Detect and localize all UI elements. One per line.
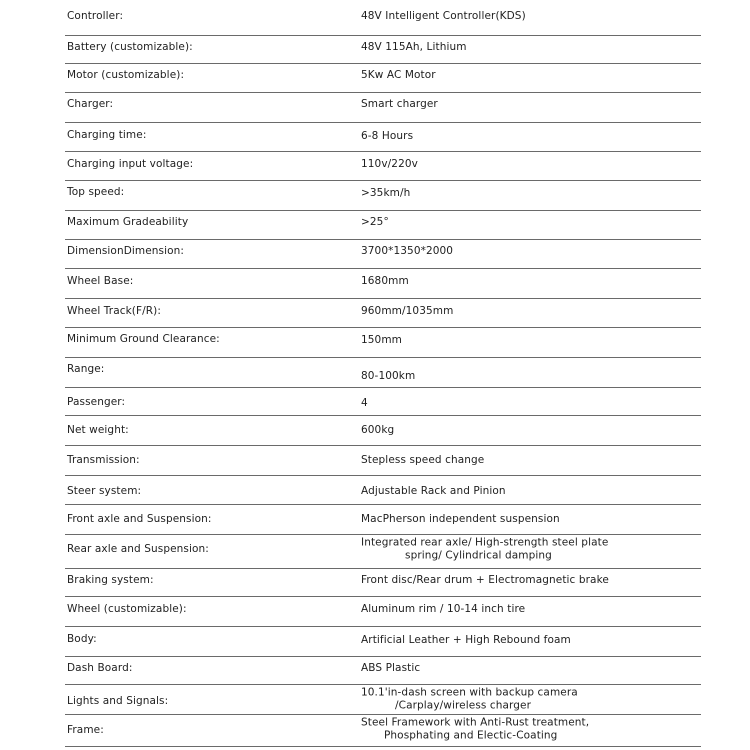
spec-label: Dash Board: — [67, 662, 133, 674]
spec-label: DimensionDimension: — [67, 245, 185, 257]
spec-label: Body: — [67, 633, 97, 645]
spec-row-front-axle — [65, 505, 701, 535]
spec-value-line2: spring/ Cylindrical damping — [405, 549, 552, 561]
spec-row-charging-time — [65, 123, 701, 152]
spec-label: Passenger: — [67, 396, 126, 408]
spec-row-steer-system — [65, 476, 701, 505]
spec-row-dimension — [65, 240, 701, 269]
spec-value: Aluminum rim / 10-14 inch tire — [361, 603, 526, 615]
spec-label: Maximum Gradeability — [67, 216, 189, 228]
spec-value — [361, 687, 578, 712]
spec-label: Steer system: — [67, 485, 142, 497]
spec-row-gradeability — [65, 211, 701, 240]
spec-row-lights — [65, 685, 701, 715]
spec-row-passenger — [65, 388, 701, 416]
spec-label: Lights and Signals: — [67, 695, 169, 707]
spec-row-charging-voltage — [65, 152, 701, 181]
spec-label: Net weight: — [67, 424, 129, 436]
spec-value: Front disc/Rear drum + Electromagnetic brake — [361, 574, 609, 586]
spec-value-line1: 10.1'in-dash screen with backup camera — [361, 686, 578, 699]
spec-label: Wheel Base: — [67, 275, 134, 287]
spec-label: Braking system: — [67, 574, 154, 586]
spec-value: Stepless speed change — [361, 454, 485, 466]
spec-value: 48V 115Ah, Lithium — [361, 41, 467, 53]
spec-value: 600kg — [361, 424, 395, 436]
spec-label: Top speed: — [67, 186, 125, 198]
spec-row-top-speed — [65, 181, 701, 211]
spec-value-line2: /Carplay/wireless charger — [395, 699, 532, 711]
spec-value: 1680mm — [361, 275, 409, 287]
spec-label: Battery (customizable): — [67, 41, 193, 53]
spec-row-battery — [65, 36, 701, 64]
spec-value: 4 — [361, 397, 368, 409]
spec-value — [361, 537, 608, 562]
spec-label: Motor (customizable): — [67, 69, 185, 81]
spec-value: Adjustable Rack and Pinion — [361, 485, 506, 497]
spec-label: Frame: — [67, 724, 104, 736]
spec-value — [361, 717, 589, 742]
spec-row-ground-clearance — [65, 328, 701, 358]
spec-row-charger — [65, 93, 701, 123]
spec-row-wheel — [65, 597, 701, 627]
spec-value: 150mm — [361, 334, 402, 346]
spec-value: 48V Intelligent Controller(KDS) — [361, 10, 526, 22]
spec-value-line1: Steel Framework with Anti-Rust treatment, — [361, 716, 590, 729]
spec-row-body — [65, 627, 701, 657]
spec-row-motor — [65, 64, 701, 93]
spec-label: Charger: — [67, 98, 114, 110]
spec-label: Transmission: — [67, 454, 140, 466]
spec-value: Artificial Leather + High Rebound foam — [361, 634, 571, 646]
spec-label: Front axle and Suspension: — [67, 513, 212, 525]
spec-value: 6-8 Hours — [361, 130, 414, 142]
spec-row-net-weight — [65, 416, 701, 446]
spec-label: Minimum Ground Clearance: — [67, 333, 220, 345]
spec-label: Charging time: — [67, 129, 147, 141]
spec-table — [65, 0, 701, 747]
spec-row-rear-axle — [65, 535, 701, 569]
spec-value: >25° — [361, 216, 389, 228]
spec-row-transmission — [65, 446, 701, 476]
spec-value: 80-100km — [361, 370, 416, 382]
spec-label: Range: — [67, 363, 105, 375]
spec-label: Rear axle and Suspension: — [67, 543, 209, 555]
spec-label: Wheel (customizable): — [67, 603, 187, 615]
spec-value-line1: Integrated rear axle/ High-strength steel plate — [361, 536, 609, 549]
spec-row-dash-board — [65, 657, 701, 685]
spec-value: >35km/h — [361, 187, 411, 199]
spec-value-line2: Phosphating and Electic-Coating — [384, 729, 558, 741]
spec-value: ABS Plastic — [361, 662, 421, 674]
spec-row-wheel-base — [65, 269, 701, 299]
spec-row-wheel-track — [65, 299, 701, 328]
spec-value: 3700*1350*2000 — [361, 245, 454, 257]
spec-label: Charging input voltage: — [67, 158, 194, 170]
spec-row-braking — [65, 569, 701, 597]
spec-value: Smart charger — [361, 98, 438, 110]
spec-value: 960mm/1035mm — [361, 305, 454, 317]
spec-value: MacPherson independent suspension — [361, 513, 560, 525]
spec-row-range — [65, 358, 701, 388]
spec-value: 110v/220v — [361, 158, 418, 170]
spec-label: Controller: — [67, 10, 124, 22]
spec-label: Wheel Track(F/R): — [67, 305, 161, 317]
spec-row-controller — [65, 0, 701, 36]
spec-value: 5Kw AC Motor — [361, 69, 436, 81]
spec-row-frame — [65, 715, 701, 747]
